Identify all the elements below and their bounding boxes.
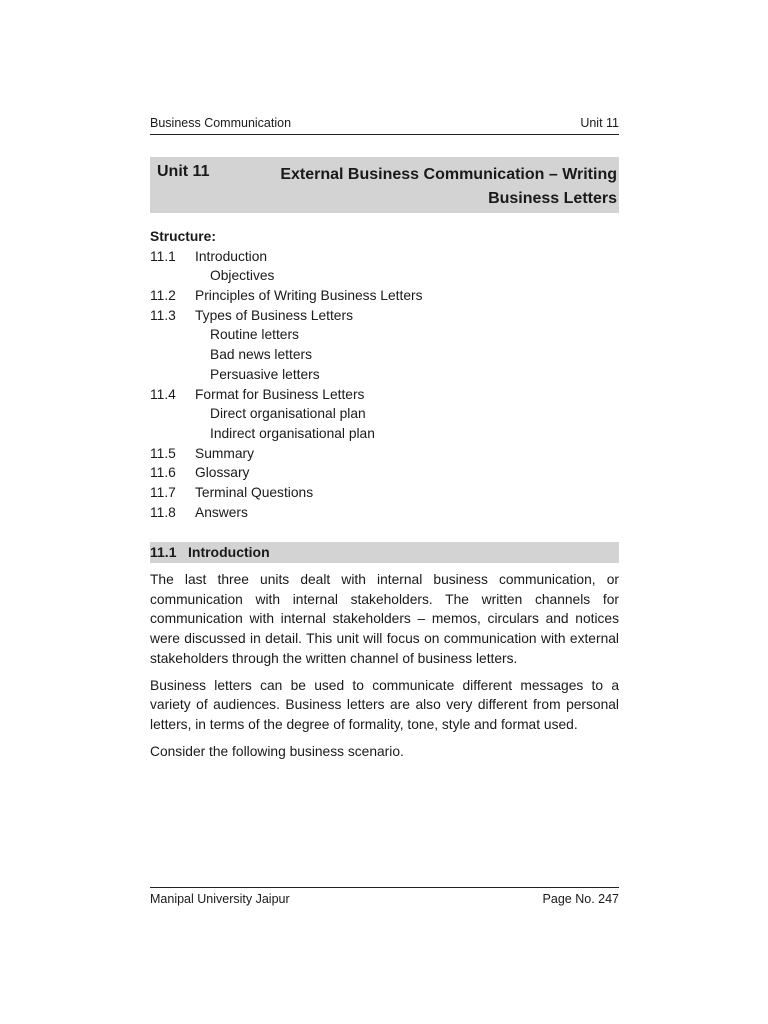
toc-label: Terminal Questions [195, 484, 314, 500]
toc-subitem [150, 365, 619, 385]
toc-number: 11.7 [150, 484, 176, 500]
structure-heading: Structure: [150, 229, 216, 244]
toc-number: 11.3 [150, 307, 176, 323]
toc-label: Introduction [195, 248, 268, 264]
toc-subitem [150, 424, 619, 444]
toc-item [150, 463, 619, 483]
unit-number: Unit 11 [157, 163, 210, 180]
paragraph: The last three units dealt with internal business communication, or communication with internal stakeholders. The written channels for communication with internal stakeholders – memos, circulars and notices were discussed in detail. This unit will focus on communication with external stakeholders through the written channel of business letters. [150, 572, 619, 666]
toc-label: Principles of Writing Business Letters [195, 288, 423, 304]
toc-label: Format for Business Letters [195, 386, 365, 402]
toc-number: 11.5 [150, 445, 176, 461]
toc-number: 11.1 [150, 248, 176, 264]
running-header [150, 116, 619, 130]
unit-title-banner [150, 157, 619, 213]
paragraph: Business letters can be used to communicate different messages to a variety of audiences. Business letters are also very different from personal letters, in terms of the degree of formality, tone, style and format used. [150, 677, 619, 732]
toc-subitem [150, 266, 619, 286]
footer-page-number: Page No. 247 [542, 892, 619, 906]
toc-sub-label: Routine letters [210, 327, 299, 343]
toc-subitem [150, 345, 619, 365]
toc-subitem [150, 404, 619, 424]
toc-label: Summary [195, 445, 255, 461]
toc-number: 11.4 [150, 386, 176, 402]
footer-divider [150, 887, 619, 888]
structure-outline [150, 227, 619, 522]
header-divider [150, 134, 619, 135]
toc-number: 11.2 [150, 288, 176, 304]
toc-sub-label: Objectives [210, 268, 275, 284]
running-footer [150, 892, 619, 906]
footer-institution: Manipal University Jaipur [150, 892, 290, 906]
toc-item [150, 286, 619, 306]
toc-number: 11.8 [150, 504, 176, 520]
toc-item [150, 503, 619, 523]
header-unit: Unit 11 [580, 116, 619, 130]
section-number: 11.1 [150, 544, 177, 560]
header-book-title: Business Communication [150, 116, 292, 130]
toc-item [150, 306, 619, 326]
toc-label: Answers [195, 504, 248, 520]
toc-sub-label: Bad news letters [210, 347, 312, 363]
toc-item [150, 483, 619, 503]
toc-item [150, 444, 619, 464]
toc-number: 11.6 [150, 465, 176, 481]
toc-sub-label: Persuasive letters [210, 366, 320, 382]
body-text [150, 570, 619, 768]
paragraph: Consider the following business scenario. [150, 743, 404, 759]
section-title: Introduction [188, 544, 270, 560]
toc-item [150, 385, 619, 405]
toc-item [150, 247, 619, 267]
toc-label: Glossary [195, 465, 250, 481]
unit-title: External Business Communication – Writing Business Letters [280, 166, 617, 207]
toc-sub-label: Indirect organisational plan [210, 425, 375, 441]
toc-sub-label: Direct organisational plan [210, 406, 366, 422]
toc-subitem [150, 325, 619, 345]
section-heading-bar [150, 542, 619, 563]
document-page [150, 0, 619, 1024]
toc-label: Types of Business Letters [195, 307, 353, 323]
